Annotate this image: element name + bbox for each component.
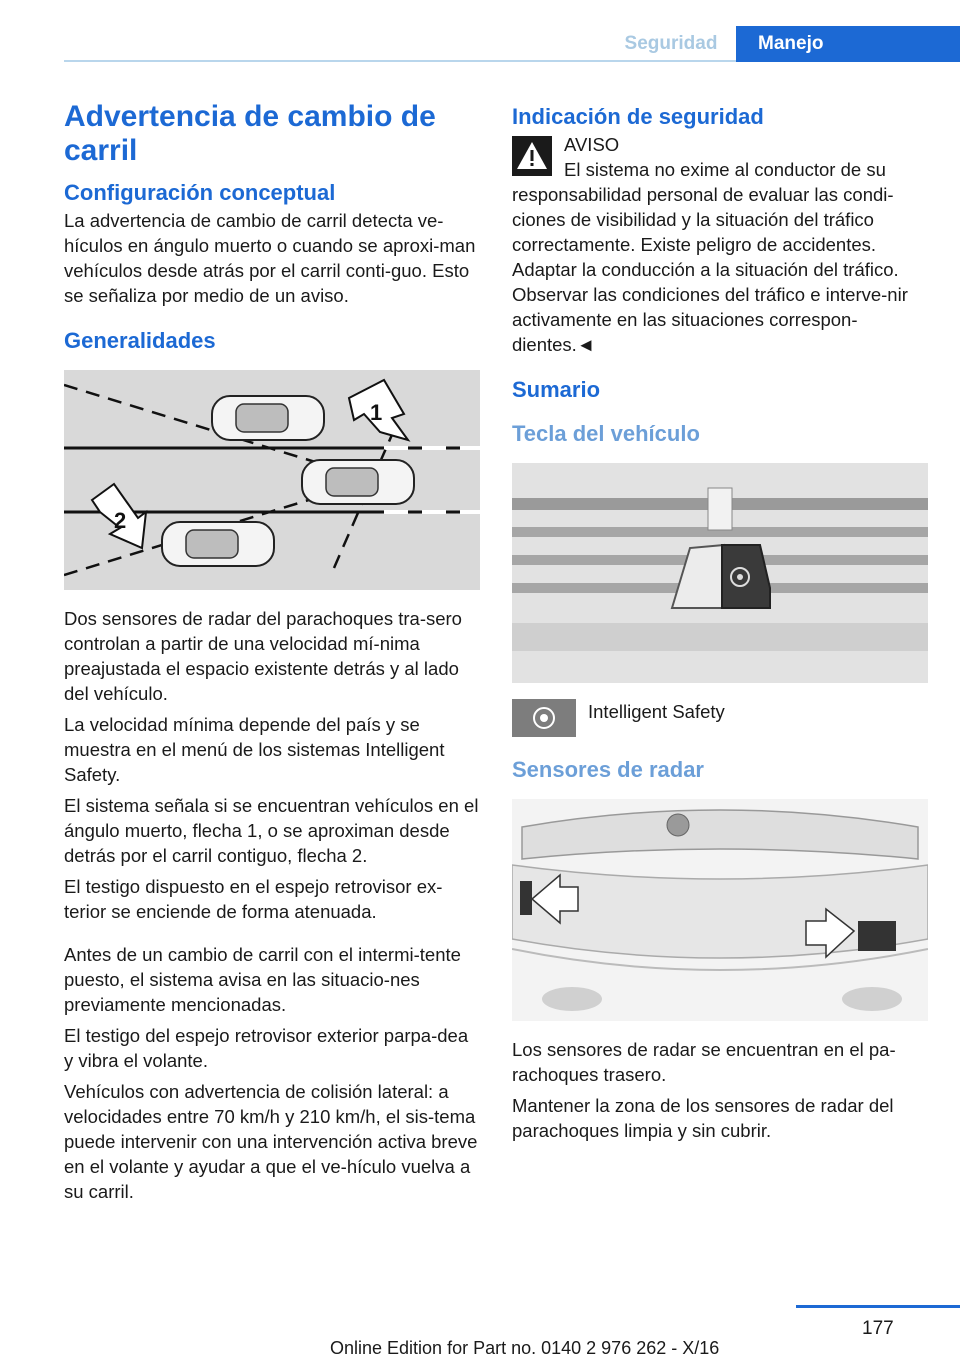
heading-tecla: Tecla del vehículo <box>512 421 700 446</box>
paragraph-mirror-indicator: El testigo dispuesto en el espejo retrovisor ex‐terior se enciende de forma atenuada. <box>64 876 443 922</box>
footer-edition: Online Edition for Part no. 0140 2 976 262 - X/16 <box>330 1338 720 1358</box>
paragraph-system-signals: El sistema señala si se encuentran vehículos en el ángulo muerto, flecha 1, o se aproximan desde detrás por el carril contiguo, flecha 2. <box>64 795 479 866</box>
car-top <box>212 396 324 440</box>
vehicle-key-figure <box>512 463 928 683</box>
paragraph-before-lane-change: Antes de un cambio de carril con el intermi‐tente puesto, el sistema avisa en las situacio‐nes previamente mencionadas. <box>64 944 461 1015</box>
heading-seguridad: Indicación de seguridad <box>512 104 764 129</box>
car-bottom <box>162 522 274 566</box>
heading-configuracion: Configuración conceptual <box>64 180 336 205</box>
arrow-1-label: 1 <box>370 400 383 425</box>
arrow-2-label: 2 <box>114 508 127 533</box>
tab-manejo[interactable]: Manejo <box>736 26 960 62</box>
left-column <box>64 100 480 1210</box>
warning-title: AVISO <box>564 134 620 155</box>
key-label: Intelligent Safety <box>588 701 725 722</box>
paragraph-sensor-care: Mantener la zona de los sensores de radar del parachoques limpia y sin cubrir. <box>512 1095 894 1141</box>
tab-seguridad[interactable]: Seguridad <box>624 32 718 54</box>
lane-change-figure <box>64 370 480 590</box>
paragraph-configuracion: La advertencia de cambio de carril detecta ve‐hículos en ángulo muerto o cuando se aproxi‐man vehículos desde atrás por el carril conti‐guo. Esto se señaliza por medio de un aviso. <box>64 210 476 306</box>
warning-block <box>512 132 928 157</box>
intelligent-safety-icon <box>512 699 576 737</box>
radar-sensors-figure <box>512 799 928 1021</box>
intelligent-safety-key <box>512 699 928 737</box>
footer-rule <box>796 1305 960 1308</box>
heading-sensores: Sensores de radar <box>512 757 704 782</box>
heading-generalidades: Generalidades <box>64 328 216 353</box>
heading-sumario: Sumario <box>512 377 601 402</box>
paragraph-mirror-flash: El testigo del espejo retrovisor exterior parpa‐dea y vibra el volante. <box>64 1025 469 1071</box>
paragraph-minimum-speed: La velocidad mínima depende del país y se muestra en el menú de los sistemas Intelligent Safety. <box>64 714 445 785</box>
car-middle <box>302 460 414 504</box>
paragraph-sensor-location: Los sensores de radar se encuentran en el pa‐rachoques trasero. <box>512 1039 896 1085</box>
paragraph-side-collision: Vehículos con advertencia de colisión lateral: a velocidades entre 70 km/h y 210 km/h, el sis‐tema puede intervenir con una intervención activa breve en el volante y ayudar a que el ve‐hículo vuelva a su carril. <box>64 1081 478 1202</box>
paragraph-radar-intro: Dos sensores de radar del parachoques tra‐sero controlan a partir de una velocidad mí‐nima preajustada el espacio existente detrás y al lado del vehículo. <box>64 608 462 704</box>
right-column <box>512 100 928 1149</box>
page-number: 177 <box>862 1318 894 1339</box>
warning-triangle-icon <box>512 136 552 176</box>
page-title: Advertencia de cambio de carril <box>64 100 436 167</box>
warning-text: El sistema no exime al conductor de su responsabilidad personal de evaluar las condi‐ciones de visibilidad y la situación del tráfico correctamente. Existe peligro de accidentes. Adaptar la conducción a la situación del tráfico. Observar las condiciones del tráfico e interve‐nir activamente en las situaciones correspon‐dientes.◄ <box>512 159 908 355</box>
